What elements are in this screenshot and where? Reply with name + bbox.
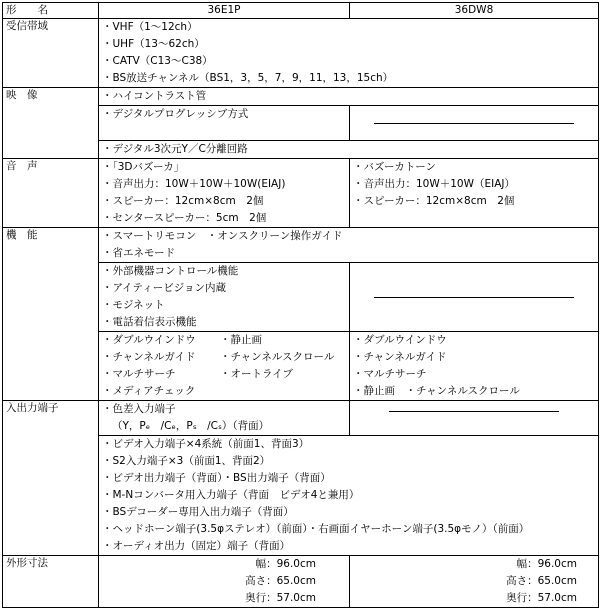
io-item: ・色差入力端子 [102,403,176,415]
io-a [99,401,350,436]
band-item: ・UHF（13〜62ch） [102,38,205,50]
header-label-cell [3,3,99,19]
dimensions-a [99,556,350,608]
audio-item: ・「3Dバズーカ」 [102,161,185,173]
io-b [350,401,599,436]
band-item: ・BS放送チャンネル（BS1，3，5，7，9，11，13，15ch） [102,72,394,84]
band-row [3,19,599,88]
dimension-width: 幅：96.0cm [255,558,316,570]
dimension-height: 高さ：65.0cm [245,575,316,587]
function-label-cell [3,228,99,401]
function-b1 [350,263,599,332]
function-item: ・マルチサーチ [353,368,427,380]
io-label-cell [3,401,99,556]
audio-row [3,159,599,228]
function-item: ・オートライブ [220,368,293,380]
io-item: ・ビデオ入力端子×4系統（前面1、背面3） [102,438,310,450]
dimensions-b [350,556,599,608]
band-item: ・CATV（C13〜C38） [102,55,213,67]
function-item: ・静止画 [220,334,262,346]
video-label: 映 像 [6,89,38,101]
band-label: 受信帯域 [6,20,48,32]
function-item: ・スマートリモコン ・オンスクリーン操作ガイド [102,230,343,242]
header-row [3,3,599,19]
function-item: ・モジネット [102,299,165,311]
band-label-cell [3,19,99,88]
audio-label-cell [3,159,99,228]
function-item: ・チャンネルスクロール [220,351,335,363]
audio-label: 音 声 [6,160,38,172]
function-item: ・外部機器コントロール機能 [102,265,239,277]
band-values [99,19,599,88]
audio-item: ・スピーカー：12cm×8cm 2個 [353,195,515,207]
function-item: ・ダブルウインドウ [102,334,196,346]
dimensions-label: 外形寸法 [6,557,48,569]
function-row-top [3,228,599,263]
audio-item: ・スピーカー：12cm×8cm 2個 [102,195,264,207]
spec-table [2,2,599,608]
dimension-depth: 奥行：57.0cm [506,592,577,604]
function-item: ・チャンネルガイド [353,351,447,363]
io-item: （Y，Pₑ /Cₑ，Pₛ /Cₛ）（背面） [112,420,270,432]
function-item: ・ダブルウインドウ [353,334,447,346]
video-b [350,106,599,141]
function-item: ・マルチサーチ [102,368,176,380]
audio-item: ・センタースピーカー：5cm 2個 [102,212,267,224]
video-shared-top [99,88,599,106]
band-item: ・VHF（1〜12ch） [102,21,198,33]
video-item: ・デジタルプログレッシブ方式 [102,108,249,120]
function-pair [102,349,346,366]
io-item: ・ヘッドホーン端子(3.5φステレオ）（前面）・右画面イヤーホーン端子(3.5φモノ）（前面） [102,523,530,535]
io-item: ・BSデコーダー専用入出力端子（背面） [102,506,294,518]
audio-b [350,159,599,228]
dimension-width: 幅：96.0cm [516,558,577,570]
function-pair [102,383,346,400]
model-b-header: 36DW8 [350,3,599,19]
video-shared-bottom [99,141,599,159]
none-dash [389,411,559,412]
audio-item: ・音声出力：10W＋10W（EIAJ） [353,178,515,190]
function-item: ・アイティービジョン内蔵 [102,282,227,294]
dimension-depth: 奥行：57.0cm [245,592,316,604]
dimension-height: 高さ：65.0cm [506,575,577,587]
function-shared [99,228,599,263]
none-dash [374,123,574,124]
io-item: ・オーディオ出力（固定）端子（背面） [102,540,291,552]
io-label: 入出力端子 [6,402,59,414]
audio-a [99,159,350,228]
none-dash [374,297,574,298]
io-shared [99,436,599,556]
function-item: ・電話着信表示機能 [102,316,197,328]
function-item: ・省エネモード [102,247,176,259]
function-label: 機 能 [6,229,38,241]
function-pair [102,366,346,383]
function-a1 [99,263,350,332]
function-item: ・チャンネルガイド [102,351,196,363]
function-pair [102,332,346,349]
dimensions-label-cell [3,556,99,608]
video-row-top [3,88,599,106]
video-item: ・デジタル3次元Y／C分離回路 [102,143,248,155]
io-item: ・ビデオ出力端子（背面）・BS出力端子（背面） [102,472,331,484]
io-item: ・S2入力端子×3（前面1、背面2） [102,455,271,467]
header-label: 形 名 [6,4,48,16]
function-a2 [99,332,350,401]
video-label-cell [3,88,99,159]
function-item: ・静止画 ・チャンネルスクロール [353,385,520,397]
audio-item: ・音声出力：10W＋10W＋10W(EIAJ) [102,178,286,190]
video-a [99,106,350,141]
audio-item: ・バズーカトーン [353,161,437,173]
io-row-top [3,401,599,436]
io-item: ・M-Nコンバータ用入力端子（背面 ビデオ4と兼用） [102,489,360,501]
dimensions-row [3,556,599,608]
video-item: ・ハイコントラスト管 [102,90,207,102]
function-b2 [350,332,599,401]
model-a-header: 36E1P [99,3,350,19]
function-item: ・メディアチェック [102,385,196,397]
